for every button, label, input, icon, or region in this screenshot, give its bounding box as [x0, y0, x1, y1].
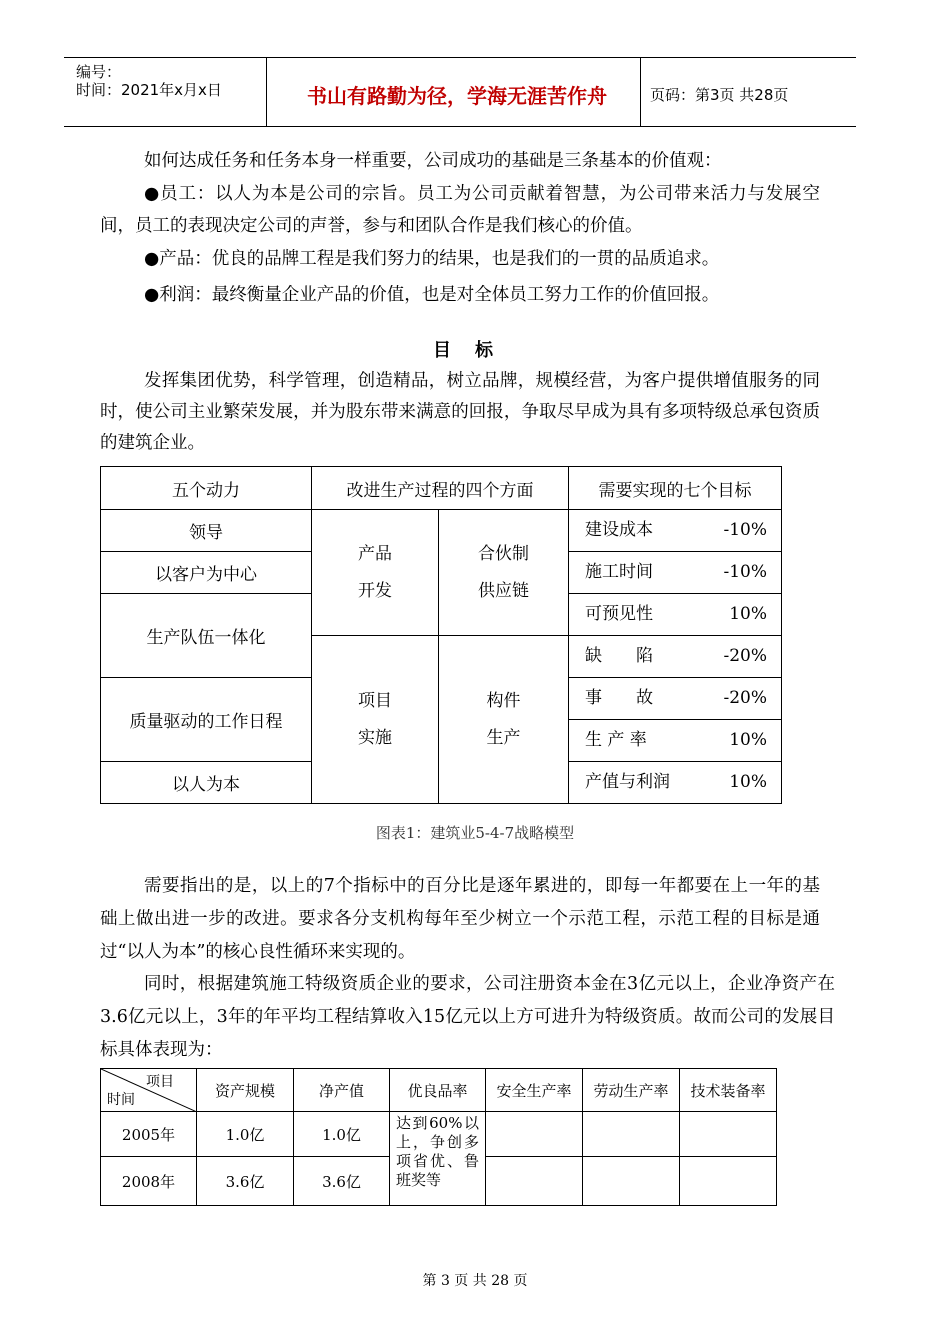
goals-paragraph: 发挥集团优势，科学管理，创造精品，树立品牌，规模经营，为客户提供增值服务的同时，使公司主业繁荣发展，并为股东带来满意的回报，争取尽早成为具有多项特级总承包资质的建筑企业。 — [100, 371, 820, 453]
value-employees: ●员工：以人为本是公司的宗旨。员工为公司贡献着智慧，为公司带来活力与发展空间，员工的表现决定公司的声誉，参与和团队合作是我们核心的价值。 — [100, 184, 820, 236]
target-cell — [569, 678, 782, 720]
column-header: 资产规模 — [197, 1069, 294, 1112]
goals-heading: 目标 — [433, 340, 517, 361]
driver-cell: 领导 — [101, 510, 312, 552]
empty-cell — [680, 1157, 777, 1206]
driver-cell: 以客户为中心 — [101, 552, 312, 594]
empty-cell — [486, 1157, 583, 1206]
table-caption: 图表1：建筑业5-4-7战略模型 — [375, 824, 575, 842]
target-value: 10% — [729, 604, 767, 624]
aspect-cell — [312, 636, 439, 804]
target-label: 建设成本 — [585, 520, 653, 540]
header-aspects: 改进生产过程的四个方面 — [312, 467, 569, 510]
column-header: 劳动生产率 — [583, 1069, 680, 1112]
column-header: 净产值 — [294, 1069, 390, 1112]
target-label: 产值与利润 — [585, 772, 670, 792]
aspect-line: 产品 — [358, 543, 392, 564]
note-paragraph: 需要指出的是，以上的7个指标中的百分比是逐年累进的，即每一年都要在上一年的基础上做出进一步的改进。要求各分支机构每年至少树立一个示范工程，示范工程的目标是通过“以人为本”的核心良性循环来实现的。 — [100, 876, 820, 962]
doc-time-label: 时间：2021年x月x日 — [76, 81, 222, 99]
target-value: -20% — [723, 688, 767, 708]
aspect-line: 项目 — [358, 690, 392, 711]
target-cell — [569, 510, 782, 552]
header-top-rule — [64, 57, 856, 58]
aspect-line: 生产 — [486, 727, 521, 748]
doc-number-label: 编号： — [76, 63, 122, 81]
aspect-cell — [439, 636, 569, 804]
year-cell: 2008年 — [101, 1157, 197, 1206]
net-value-cell: 3.6亿 — [294, 1157, 390, 1206]
target-cell — [569, 762, 782, 804]
target-value: 10% — [729, 730, 767, 750]
header-targets: 需要实现的七个目标 — [569, 467, 782, 510]
target-value: 10% — [729, 772, 767, 792]
target-cell — [569, 594, 782, 636]
values-lead: 如何达成任务和任务本身一样重要，公司成功的基础是三条基本的价值观： — [144, 151, 722, 171]
target-label: 可预见性 — [585, 604, 653, 624]
capital-paragraph: 同时，根据建筑施工特级资质企业的要求，公司注册资本金在3亿元以上，企业净资产在3.6亿元以上，3年的年平均工程结算收入15亿元以上方可进升为特级资质。故而公司的发展目标具体表现为： — [100, 974, 835, 1060]
corner-cell — [101, 1069, 197, 1112]
target-value: -10% — [723, 520, 767, 540]
assets-cell: 3.6亿 — [197, 1157, 294, 1206]
value-profit: ●利润：最终衡量企业产品的价值，也是对全体员工努力工作的价值回报。 — [144, 285, 720, 305]
target-cell — [569, 552, 782, 594]
empty-cell — [583, 1157, 680, 1206]
aspect-line: 构件 — [486, 690, 521, 711]
aspect-line: 开发 — [358, 580, 392, 601]
target-label: 生 产 率 — [585, 730, 647, 750]
target-cell — [569, 636, 782, 678]
driver-cell: 以人为本 — [101, 762, 312, 804]
target-label: 施工时间 — [585, 562, 653, 582]
driver-cell: 质量驱动的工作日程 — [101, 678, 312, 762]
aspect-cell — [439, 510, 569, 636]
corner-bottom-label: 时间 — [107, 1092, 135, 1108]
net-value-cell: 1.0亿 — [294, 1112, 390, 1157]
aspect-line: 合伙制 — [478, 543, 529, 564]
empty-cell — [583, 1112, 680, 1157]
empty-cell — [486, 1112, 583, 1157]
page-footer: 第 3 页 共 28 页 — [422, 1273, 528, 1289]
column-header: 技术装备率 — [680, 1069, 777, 1112]
target-value: -20% — [723, 646, 767, 666]
aspect-line: 实施 — [358, 727, 392, 748]
year-cell: 2005年 — [101, 1112, 197, 1157]
page-indicator: 页码：第3页 共28页 — [650, 86, 789, 104]
corner-top-label: 项目 — [146, 1074, 174, 1090]
column-header: 安全生产率 — [486, 1069, 583, 1112]
target-label: 事 故 — [585, 688, 653, 708]
column-header: 优良品率 — [390, 1069, 486, 1112]
target-cell — [569, 720, 782, 762]
header-bottom-rule — [64, 126, 856, 127]
empty-cell — [680, 1112, 777, 1157]
value-product: ●产品：优良的品牌工程是我们努力的结果，也是我们的一贯的品质追求。 — [144, 249, 720, 269]
development-goals-table — [100, 1068, 777, 1206]
strategy-model-table — [100, 466, 782, 804]
target-label: 缺 陷 — [585, 646, 653, 666]
header-drivers: 五个动力 — [101, 467, 312, 510]
quality-rate-cell: 达到60%以上，争创多项省优、鲁班奖等 — [390, 1112, 486, 1206]
assets-cell: 1.0亿 — [197, 1112, 294, 1157]
driver-cell: 生产队伍一体化 — [101, 594, 312, 678]
header-motto: 书山有路勤为径，学海无涯苦作舟 — [307, 84, 607, 108]
aspect-line: 供应链 — [478, 580, 529, 601]
aspect-cell — [312, 510, 439, 636]
target-value: -10% — [723, 562, 767, 582]
header-divider-left — [266, 58, 267, 126]
